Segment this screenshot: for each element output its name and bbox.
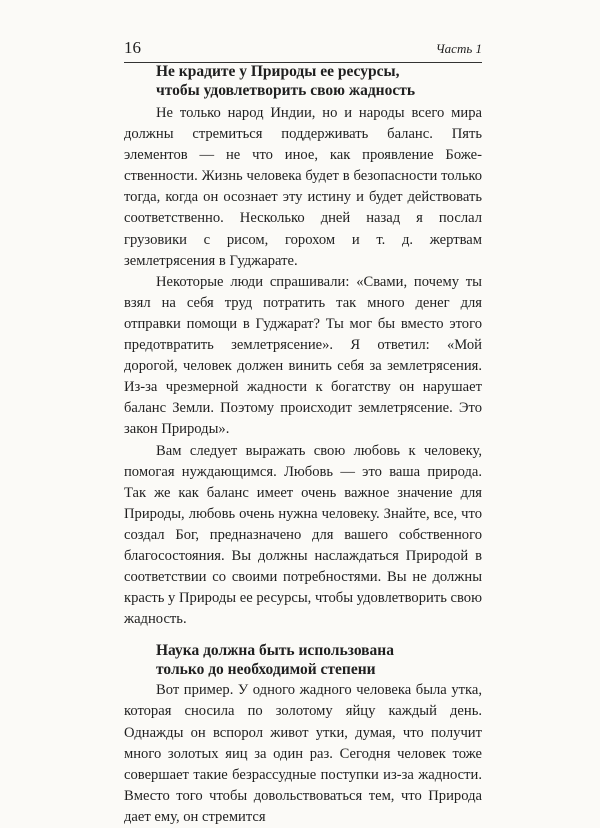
section-heading-line: Наука должна быть использована [156,642,394,660]
section-heading-line: только до необходимой степени [156,661,376,679]
page-body [124,62,482,828]
section-heading [156,62,472,100]
page-number: 16 [124,38,141,57]
page-header [124,38,482,63]
paragraph: Некоторые люди спрашивали: «Свами, почему ты взял на себя труд потратить так много денег для отправки помощи в Гуджарат? Ты мог бы вместо этого предотвратить землетрясение». Я ответил: «Мой дорогой, человек должен винить себя за землетрясения. Из-за чрезмерной жадности к богатству он нарушает баланс Земли. Поэтому происходит землетрясение. Это закон Природы». [124,273,482,438]
section-heading-line: чтобы удовлетворить свою жадность [156,82,416,99]
paragraph: Не только народ Индии, но и народы всего мира должны стремиться поддерживать баланс. Пять элементов — не что иное, как проявление Божественности. Жизнь человека будет в безопасности только тогда, когда он осознает эту истину и будет действовать соответственно. Несколько дней назад я послал грузовики с рисом, горохом и т. д. жертвам землетрясения в Гуджарате. [124,105,482,269]
section-heading [156,641,472,679]
section-heading-line: Не крадите у Природы ее ресурсы, [156,63,400,80]
running-head: Часть 1 [435,41,482,56]
paragraph: Вот пример. У одного жадного человека была утка, которая сносила по золотому яйцу каждый день. Однажды он вспорол живот утки, думая, что получит много золотых яиц за один раз. Сегодня человек тоже совершает такие безрассудные поступки из-за жадности. Вместо того чтобы довольствоваться тем, что Природа дает ему, он стремится [124,682,482,825]
paragraph: Вам следует выражать свою любовь к человеку, помогая нуждающимся. Любовь — это ваша природа. Так же как баланс имеет очень важное значение для Природы, любовь очень нужна человеку. Знайте, все, что создал Бог, предназначено для вашего собственного благосостояния. Вы должны наслаждаться Природой в соответствии со своими потребностями. Вы не должны красть у Природы ее ресурсы, чтобы удовлетворить свою жадность. [124,442,482,628]
